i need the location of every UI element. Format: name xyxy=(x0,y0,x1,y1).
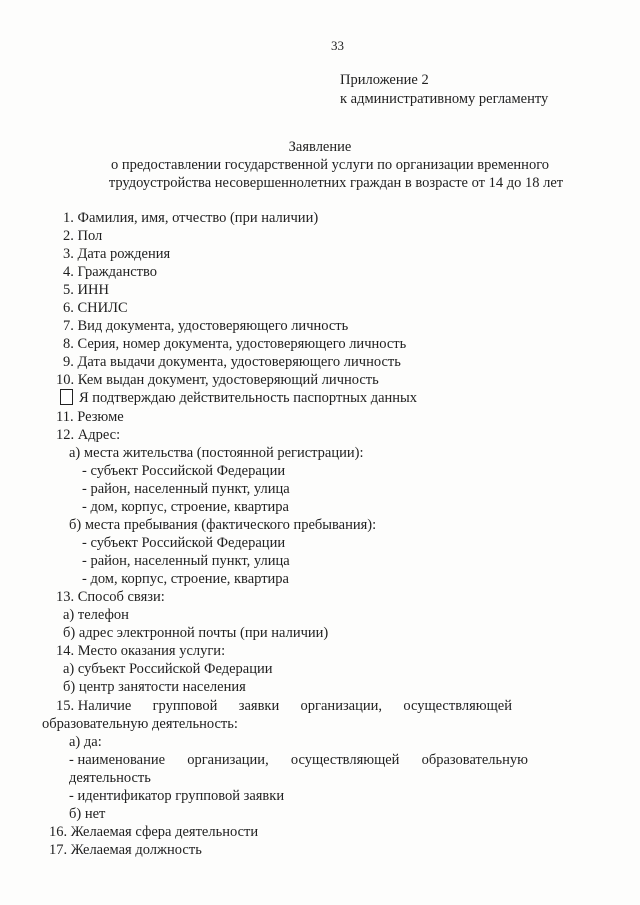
address-residence-building: - дом, корпус, строение, квартира xyxy=(82,499,289,515)
address-residence: а) места жительства (постоянной регистрации): xyxy=(69,445,364,461)
field-address: 12. Адрес: xyxy=(56,427,121,443)
address-stay-region: - субъект Российской Федерации xyxy=(82,535,286,551)
field-id-doc-number: 8. Серия, номер документа, удостоверяющего личность xyxy=(63,336,407,352)
field-citizenship: 4. Гражданство xyxy=(63,264,158,280)
field-id-doc-issue-date: 9. Дата выдачи документа, удостоверяющего личность xyxy=(63,354,401,370)
group-request-no: б) нет xyxy=(69,806,106,822)
field-resume: 11. Резюме xyxy=(56,409,124,425)
confirm-passport-checkbox[interactable] xyxy=(60,389,73,405)
group-request-word-4: организации, xyxy=(300,698,383,714)
group-request-word-5: осуществляющей xyxy=(403,698,512,714)
group-request-word-1: 15. Наличие xyxy=(56,698,132,714)
field-desired-sphere: 16. Желаемая сфера деятельности xyxy=(49,824,259,840)
title-line-1: о предоставлении государственной услуги по организации временного xyxy=(110,157,550,173)
group-request-yes: а) да: xyxy=(69,734,102,750)
field-gender: 2. Пол xyxy=(63,228,103,244)
contact-phone: а) телефон xyxy=(63,607,129,623)
field-birth-date: 3. Дата рождения xyxy=(63,246,171,262)
field-id-doc-type: 7. Вид документа, удостоверяющего личность xyxy=(63,318,349,334)
group-request-org-name xyxy=(69,751,528,769)
annex-line-1: Приложение 2 xyxy=(340,72,429,88)
group-request-word-3: заявки xyxy=(238,698,280,714)
field-id-doc-issuer: 10. Кем выдан документ, удостоверяющий личность xyxy=(56,372,379,388)
address-stay-locality: - район, населенный пункт, улица xyxy=(82,553,290,569)
annex-line-2: к административному регламенту xyxy=(340,91,549,107)
contact-email: б) адрес электронной почты (при наличии) xyxy=(63,625,329,641)
confirm-passport-row xyxy=(60,389,417,407)
document-title: Заявление xyxy=(288,139,352,155)
org-name-word-3: осуществляющей xyxy=(290,752,400,768)
org-name-word-1: - наименование xyxy=(69,752,166,768)
service-place-region: а) субъект Российской Федерации xyxy=(63,661,273,677)
group-request-continuation: образовательную деятельность: xyxy=(42,716,238,732)
service-place-center: б) центр занятости населения xyxy=(63,679,246,695)
title-line-2: трудоустройства несовершеннолетних граждан в возрасте от 14 до 18 лет xyxy=(108,175,564,191)
field-desired-position: 17. Желаемая должность xyxy=(49,842,202,858)
address-stay: б) места пребывания (фактического пребывания): xyxy=(69,517,377,533)
address-residence-region: - субъект Российской Федерации xyxy=(82,463,286,479)
org-name-word-2: организации, xyxy=(187,752,269,768)
confirm-passport-label: Я подтверждаю действительность паспортных данных xyxy=(79,390,418,406)
field-contact-method: 13. Способ связи: xyxy=(56,589,165,605)
org-name-word-4: образовательную xyxy=(421,752,528,768)
address-stay-building: - дом, корпус, строение, квартира xyxy=(82,571,289,587)
group-request-id: - идентификатор групповой заявки xyxy=(69,788,285,804)
field-service-place: 14. Место оказания услуги: xyxy=(56,643,226,659)
group-request-word-2: групповой xyxy=(152,698,218,714)
field-snils: 6. СНИЛС xyxy=(63,300,128,316)
field-inn: 5. ИНН xyxy=(63,282,109,298)
field-group-request xyxy=(56,697,512,715)
address-residence-locality: - район, населенный пункт, улица xyxy=(82,481,290,497)
org-name-continuation: деятельность xyxy=(69,770,151,786)
page-number: 33 xyxy=(331,38,344,53)
field-full-name: 1. Фамилия, имя, отчество (при наличии) xyxy=(63,210,319,226)
